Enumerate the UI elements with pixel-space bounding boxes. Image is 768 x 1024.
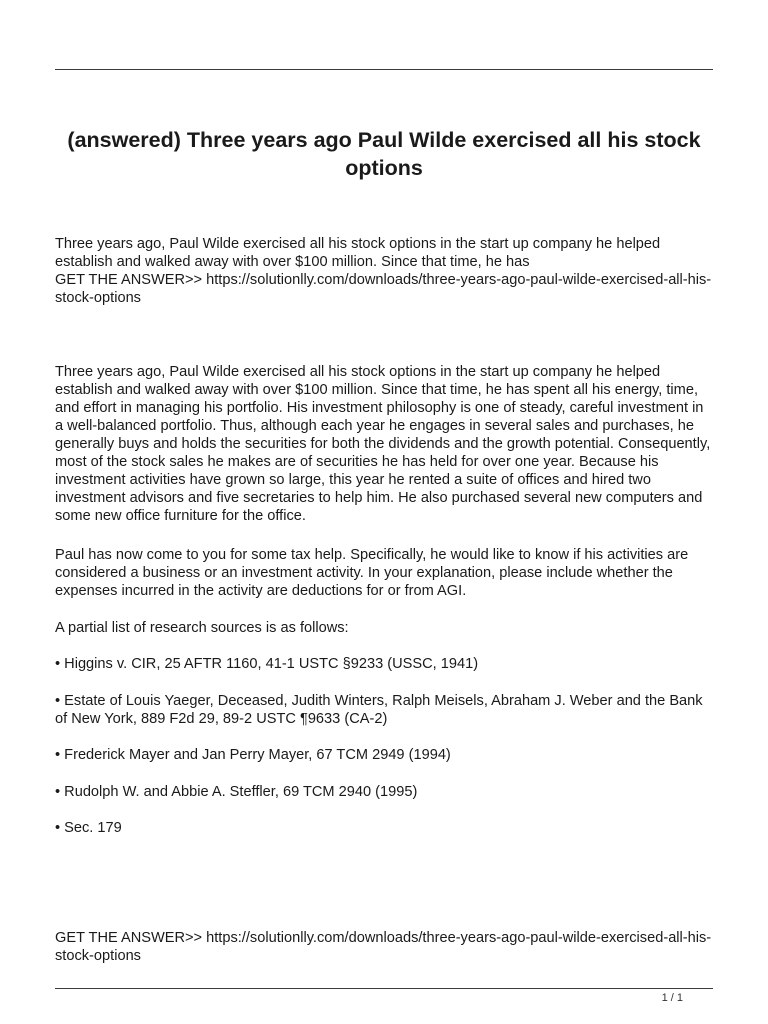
source-item-1 [55,655,715,673]
paragraph-text: A partial list of research sources is as follows: [55,620,349,636]
source-item-2 [55,692,715,728]
footer-divider [55,988,713,989]
source-text: • Sec. 179 [55,820,122,836]
footer-section [55,929,715,965]
source-text: • Estate of Louis Yaeger, Deceased, Judith Winters, Ralph Meisels, Abraham J. Weber and the Bank of New York, 889 F2d 29, 89-2 USTC ¶9633 (CA-2) [55,693,703,727]
footer-answer-link[interactable]: GET THE ANSWER>> https://solutionlly.com/downloads/three-years-ago-paul-wilde-exercised-all-his-stock-options [55,930,712,964]
paragraph-text: Paul has now come to you for some tax help. Specifically, he would like to know if his activities are considered a business or an investment activity. In your explanation, please include whether the expenses incurred in the activity are deductions for or from AGI. [55,547,689,599]
source-item-4 [55,783,715,801]
source-text: • Higgins v. CIR, 25 AFTR 1160, 41-1 USTC §9233 (USSC, 1941) [55,656,479,672]
source-text: • Rudolph W. and Abbie A. Steffler, 69 TCM 2940 (1995) [55,784,418,800]
paragraph-3 [55,619,715,637]
source-item-5 [55,819,715,837]
page-number: 1 / 1 [661,992,683,1004]
intro-section [55,235,715,307]
paragraph-text: Three years ago, Paul Wilde exercised all his stock options in the start up company he helped establish and walked away with over $100 million. Since that time, he has spent all his energy, time, and effort in managing his portfolio. His investment philosophy is one of steady, careful investment in a well-balanced portfolio. Thus, although each year he engages in several sales and purchases, he generally buys and holds the securities for both the dividends and the growth potential. Consequently, most of the stock sales he makes are of securities he has held for over one year. Because his investment activities have grown so large, this year he rented a suite of offices and hired two investment advisors and five secretaries to help him. He also purchased several new computers and some new office furniture for the office. [55,364,711,524]
paragraph-1 [55,363,715,525]
header-divider [55,69,713,70]
source-item-3 [55,746,715,764]
intro-answer-link[interactable]: GET THE ANSWER>> https://solutionlly.com/downloads/three-years-ago-paul-wilde-exercised-all-his-stock-options [55,272,712,306]
intro-text: Three years ago, Paul Wilde exercised all his stock options in the start up company he helped establish and walked away with over $100 million. Since that time, he has [55,236,661,270]
source-text: • Frederick Mayer and Jan Perry Mayer, 67 TCM 2949 (1994) [55,747,451,763]
document-title: (answered) Three years ago Paul Wilde exercised all his stock options [67,128,701,180]
paragraph-2 [55,546,715,600]
